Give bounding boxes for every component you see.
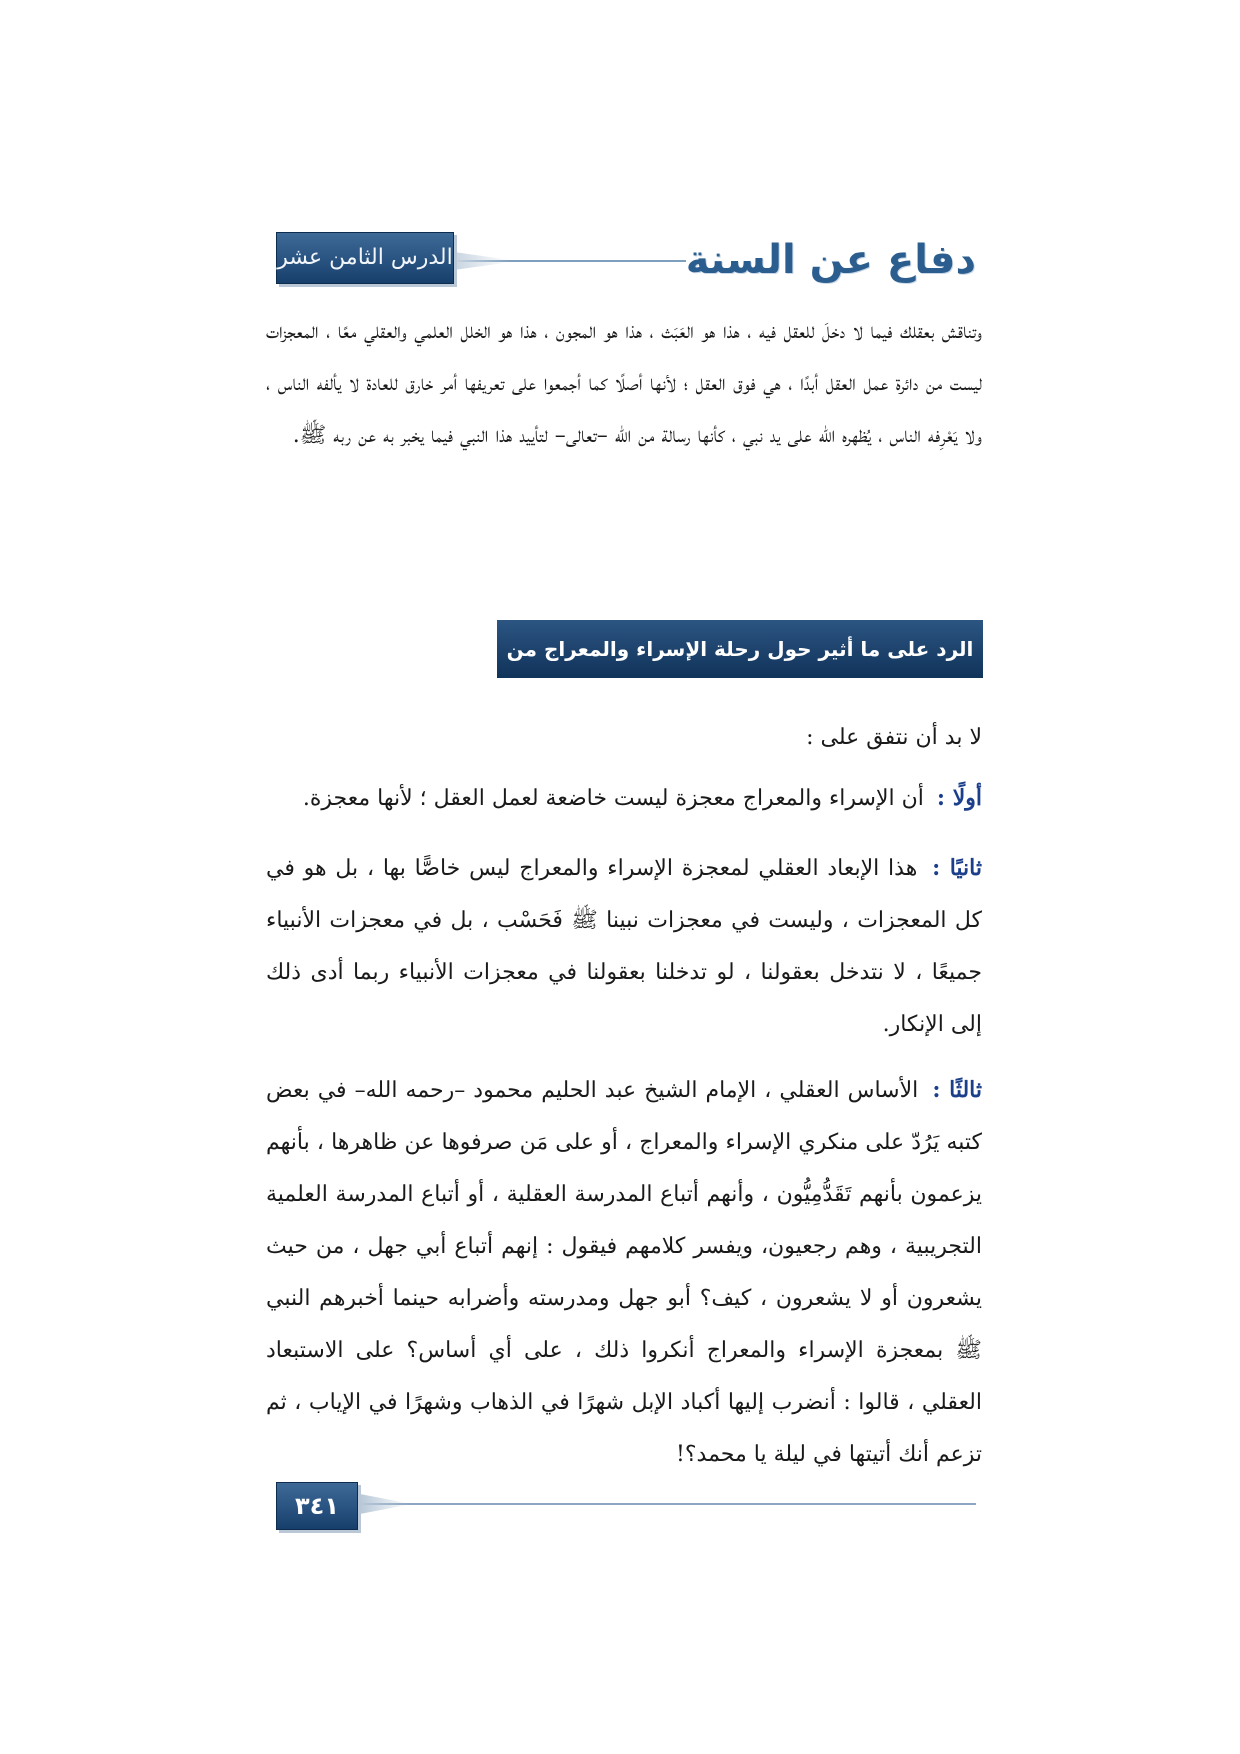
point-first-text: أن الإسراء والمعراج معجزة ليست خاضعة لعمل العقل ؛ لأنها معجزة. xyxy=(302,786,924,811)
point-third xyxy=(266,1064,982,1481)
section-heading: الرد على ما أثير حول رحلة الإسراء والمعراج من شبهات xyxy=(497,620,983,678)
footer-divider xyxy=(360,1503,976,1505)
point-second xyxy=(266,842,982,1051)
page-footer xyxy=(276,1482,976,1532)
footer-divider-shade xyxy=(360,1494,410,1514)
point-second-label: ثانيًا : xyxy=(932,855,982,881)
point-second-text: هذا الإبعاد العقلي لمعجزة الإسراء والمعراج ليس خاصًّا بها ، بل هو في كل المعجزات ، وليست في معجزات نبينا ﷺ فَحَسْب ، بل في معجزات الأنبياء جميعًا ، لا نتدخل بعقولنا ، لو تدخلنا بعقولنا في معجزات الأنبياء ربما أدى ذلك إلى الإنكار. xyxy=(266,856,982,1037)
lead-paragraph: لا بد أن نتفق على : xyxy=(806,725,982,750)
lesson-badge: الدرس الثامن عشر xyxy=(276,232,454,284)
header-divider-shade xyxy=(454,252,510,270)
page-number: ٣٤١ xyxy=(276,1482,358,1530)
point-third-text: الأساس العقلي ، الإمام الشيخ عبد الحليم محمود –رحمه الله– في بعض كتبه يَرُدّ على منكري الإسراء والمعراج ، أو على مَن صرفوها عن ظاهرها ، بأنهم يزعمون بأنهم تَقَدُّمِيُّون ، وأنهم أتباع المدرسة العقلية ، أو أتباع المدرسة العلمية التجريبية ، وهم رجعيون، ويفسر كلامهم فيقول : إنهم أتباع أبي جهل ، من حيث يشعرون أو لا يشعرون ، كيف؟ أبو جهل ومدرسته وأضرابه حينما أخبرهم النبي ﷺ بمعجزة الإسراء والمعراج أنكروا ذلك ، على أي أساس؟ على الاستبعاد العقلي ، قالوا : أنضرب إليها أكباد الإبل شهرًا في الذهاب وشهرًا في الإياب ، ثم تزعم أنك أتيتها في ليلة يا محمد؟! xyxy=(266,1078,982,1467)
book-title: دفاع عن السنة xyxy=(685,237,976,283)
point-first xyxy=(266,772,982,825)
intro-paragraph: وتناقش بعقلك فيما لا دخلَ للعقل فيه ، هذا هو العَبَث ، هذا هو المجون ، هذا هو الخلل العلمي والعقلي معًا ، المعجزات ليست من دائرة عمل العقل أبدًا ، هي فوق العقل ؛ لأنها أصلًا كما أجمعوا على تعريفها أمر خارق للعادة لا يألفه الناس ، ولا يَعْرِفه الناس ، يُظهره الله على يد نبي ، كأنها رسالة من الله –تعالى– لتأييد هذا النبي فيما يخبر به عن ربه ﷺ. xyxy=(266,319,982,448)
page-header xyxy=(276,232,976,288)
point-third-label: ثالثًا : xyxy=(932,1077,983,1103)
point-first-label: أولًا : xyxy=(936,785,982,811)
